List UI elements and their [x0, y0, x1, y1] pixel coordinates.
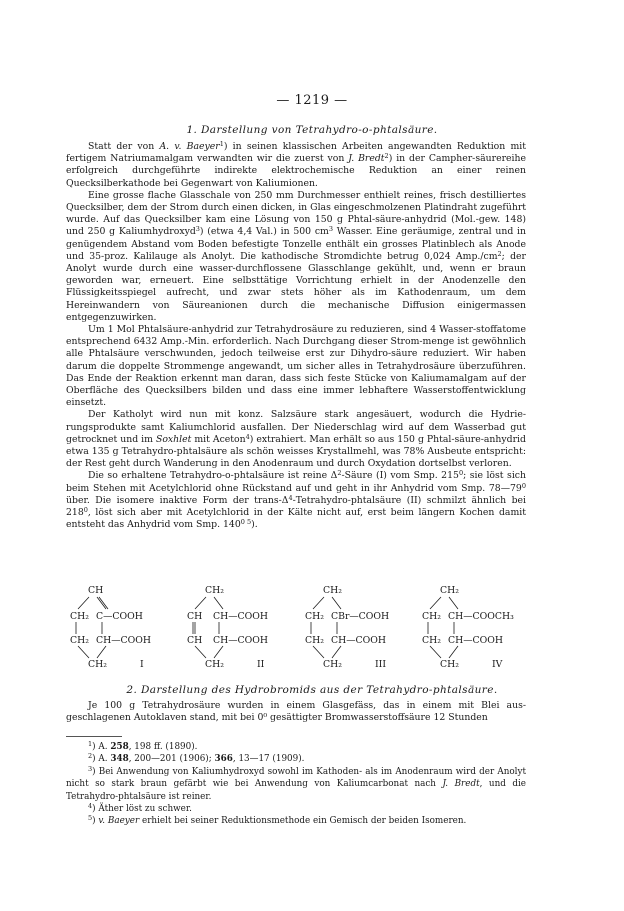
section-1-body — [66, 141, 526, 532]
formula-left-group: CH₂ — [70, 635, 89, 646]
formula-right-group: CH—COOH — [448, 635, 503, 646]
bond-line — [332, 646, 341, 658]
bond-line — [97, 597, 106, 609]
bond-line — [313, 646, 324, 658]
bond-line — [214, 646, 223, 658]
bond-line — [78, 646, 89, 658]
formula-right-group: CBr—COOH — [331, 611, 390, 622]
formula-left-group: CH₂ — [70, 611, 89, 622]
formula-right-group: CH—COOH — [96, 635, 151, 646]
bond-line — [449, 646, 458, 658]
formula-drawing — [62, 583, 532, 675]
formula-left-group: CH — [187, 611, 203, 622]
formula-top-group: CH₂ — [440, 585, 459, 596]
bond-line — [97, 646, 106, 658]
formula-right-group: CH—COOH — [213, 611, 268, 622]
formula-right-group: C—COOH — [96, 611, 143, 622]
formula-numeral: III — [375, 659, 387, 670]
paragraph: Die so erhaltene Tetrahydro-o-phtalsäure ist reine $\Delta^2$-Säure (I) vom Smp. $215^0$; sie löst sich beim Stehen mit Acetylchlorid ohne Rückstand auf und geht in ihr Anhydrid vom Smp. $78—79^0$ über. Die isomere inaktive Form der trans-$\Delta^4-Tetrahydro$-phtalsäure (II) schmilzt ähnlich bei $218^0$, löst sich aber mit Acetylchlorid in der Kälte nicht auf, erst beim längern Kochen damit entsteht das Anhydrid vom Smp. $140^{0 5}$). — [66, 469, 526, 531]
formula-left-group: CH₂ — [422, 635, 441, 646]
formula-right-group: CH—COOCH₃ — [448, 611, 514, 622]
paragraph: Statt der von A. v. Baeyer$^1$) in seinen klassischen Arbeiten angewandten Reduktion mit fertigem Natriumamalgam verwandten wir die zuerst von J. Bredt$^2$) in der Campher-säurereihe erfolgreich durchgeführte indirekte elektrochemische Reduktion an einer reinen Quecksilberkathode bei Gegenwart von Kaliumionen. — [66, 140, 526, 189]
formula-left-group: CH₂ — [422, 611, 441, 622]
section-2-heading: 2. Darstellung des Hydrobromids aus der Tetrahydro-phtalsäure. — [126, 684, 498, 696]
bond-line — [449, 597, 458, 609]
formula-top-group: CH₂ — [323, 585, 342, 596]
page-number: — 1219 — — [276, 93, 348, 108]
footnote: $^3$) Bei Anwendung von Kaliumhydroxyd sowohl im Kathoden- als im Anodenraum wird der Anolyt nicht so stark braun gefärbt wie bei Anwendung von Kaliumcarbonat nach J. Bredt, und die Tetrahydro-phtalsäure ist reiner. — [66, 764, 526, 802]
formula-bottom-group: CH₂ — [323, 659, 342, 670]
bond-line — [332, 597, 341, 609]
formula-bottom-group: CH₂ — [88, 659, 107, 670]
bond-line — [313, 597, 324, 609]
section-1-heading: 1. Darstellung von Tetrahydro-o-phtalsäure. — [186, 124, 438, 136]
paragraph: Der Katholyt wird nun mit konz. Salzsäure stark angesäuert, wodurch die Hydrie-rungsprodukte samt Kaliumchlorid ausfallen. Der Niederschlag wird auf dem Wasserbad gut getrocknet und im Soxhlet mit Aceton$^4$) extrahiert. Man erhält so aus 150 g Phtal-säure-anhydrid etwa 135 g Tetrahydro-phtalsäure als schön weisses Krystallmehl, was 78% Ausbeute entspricht: der Rest geht durch Wanderung in den Anodenraum und durch Oxydation dortselbst verloren. — [66, 409, 526, 470]
bond-line — [78, 597, 89, 609]
bond-line — [195, 597, 206, 609]
footnote: $^4$) Äther löst zu schwer. — [88, 802, 192, 815]
formula-right-group: CH—COOH — [331, 635, 386, 646]
bond-line — [430, 597, 441, 609]
formula-numeral: I — [140, 659, 144, 670]
formula-numeral: II — [257, 659, 265, 670]
footnote-rule — [66, 736, 122, 737]
formula-right-group: CH—COOH — [213, 635, 268, 646]
bond-line — [195, 646, 206, 658]
formula-bottom-group: CH₂ — [440, 659, 459, 670]
footnotes — [66, 741, 526, 828]
paragraph: Eine grosse flache Glasschale von 250 mm Durchmesser enthielt reines, frisch destilliertes Quecksilber, dem der Strom durch einen dicken, in Glas eingeschmolzenen Platindraht zugeführt wurde. Auf das Quecksilber kam eine Lösung von 150 g Phtal-säure-anhydrid (Mol.-gew. 148) und 250 g Kaliumhydroxyd$^3$) (etwa 4,4 Val.) in 500 $cm^3$ Wasser. Eine geräumige, zentral und in genügendem Abstand vom Boden befestigte Tonzelle enthält ein grosses Platinblech als Anode und 35-proz. Kalilauge als Anolyt. Die kathodische Stromdichte betrug 0,024 $Amp./cm^2$; der Anolyt wurde durch eine wasser-durchflossene Glasschlange gekühlt, und, wenn er braun geworden war, erneuert. Eine selbsttätige Vorrichtung erhielt in der Anodenzelle den Flüssigkeitsspiegel aufrecht, und zwar stets höher als im Kathodenraum, um dem Hereinwandern von Säureanionen durch die mechanische Diffusion einigermassen entgegenzuwirken. — [66, 189, 526, 323]
footnote: $^5$) v. Baeyer erhielt bei seiner Reduktionsmethode ein Gemisch der beiden Isomeren. — [88, 814, 467, 827]
section-2-body — [66, 700, 526, 724]
bond-line — [214, 597, 223, 609]
footnote: $^1$) A. 258, 198 ff. (1890). — [88, 740, 198, 752]
formula-bottom-group: CH₂ — [205, 659, 224, 670]
paragraph: Je 100 g Tetrahydrosäure wurden in einem Glasgefäss, das in einem mit Blei aus-geschlagenen Autoklaven stand, mit bei 0⁰ gesättigter Bromwasserstoffsäure 12 Stunden — [66, 700, 526, 724]
bond-line — [99, 597, 108, 609]
formula-left-group: CH₂ — [305, 611, 324, 622]
formula-top-group: CH₂ — [205, 585, 224, 596]
formula-left-group: CH₂ — [305, 635, 324, 646]
bond-line — [430, 646, 441, 658]
formula-left-group: CH — [187, 635, 203, 646]
formula-numeral: IV — [492, 659, 503, 670]
structural-formulas — [62, 583, 532, 673]
footnote: $^2$) A. 348, 200—201 (1906); 366, 13—17 (1909). — [88, 752, 305, 765]
paragraph: Um 1 Mol Phtalsäure-anhydrid zur Tetrahydrosäure zu reduzieren, sind 4 Wasser-stoffatome entsprechend 6432 Amp.-Min. erforderlich. Nach Durchgang dieser Strom-menge ist gewöhnlich alle Phtalsäure verschwunden, jedoch teilweise erst zur Dihydro-säure reduziert. Wir haben darum die doppelte Strommenge angewandt, um sicher alles in Tetrahydrosäure überzuführen. Das Ende der Reaktion erkennt man daran, dass sich feste Stücke von Kaliumamalgam auf der Oberfläche des Quecksilbers bilden und dass eine immer lebhaftere Wasserstoffentwicklung einsetzt. — [66, 324, 526, 409]
formula-top-group: CH — [88, 585, 104, 596]
